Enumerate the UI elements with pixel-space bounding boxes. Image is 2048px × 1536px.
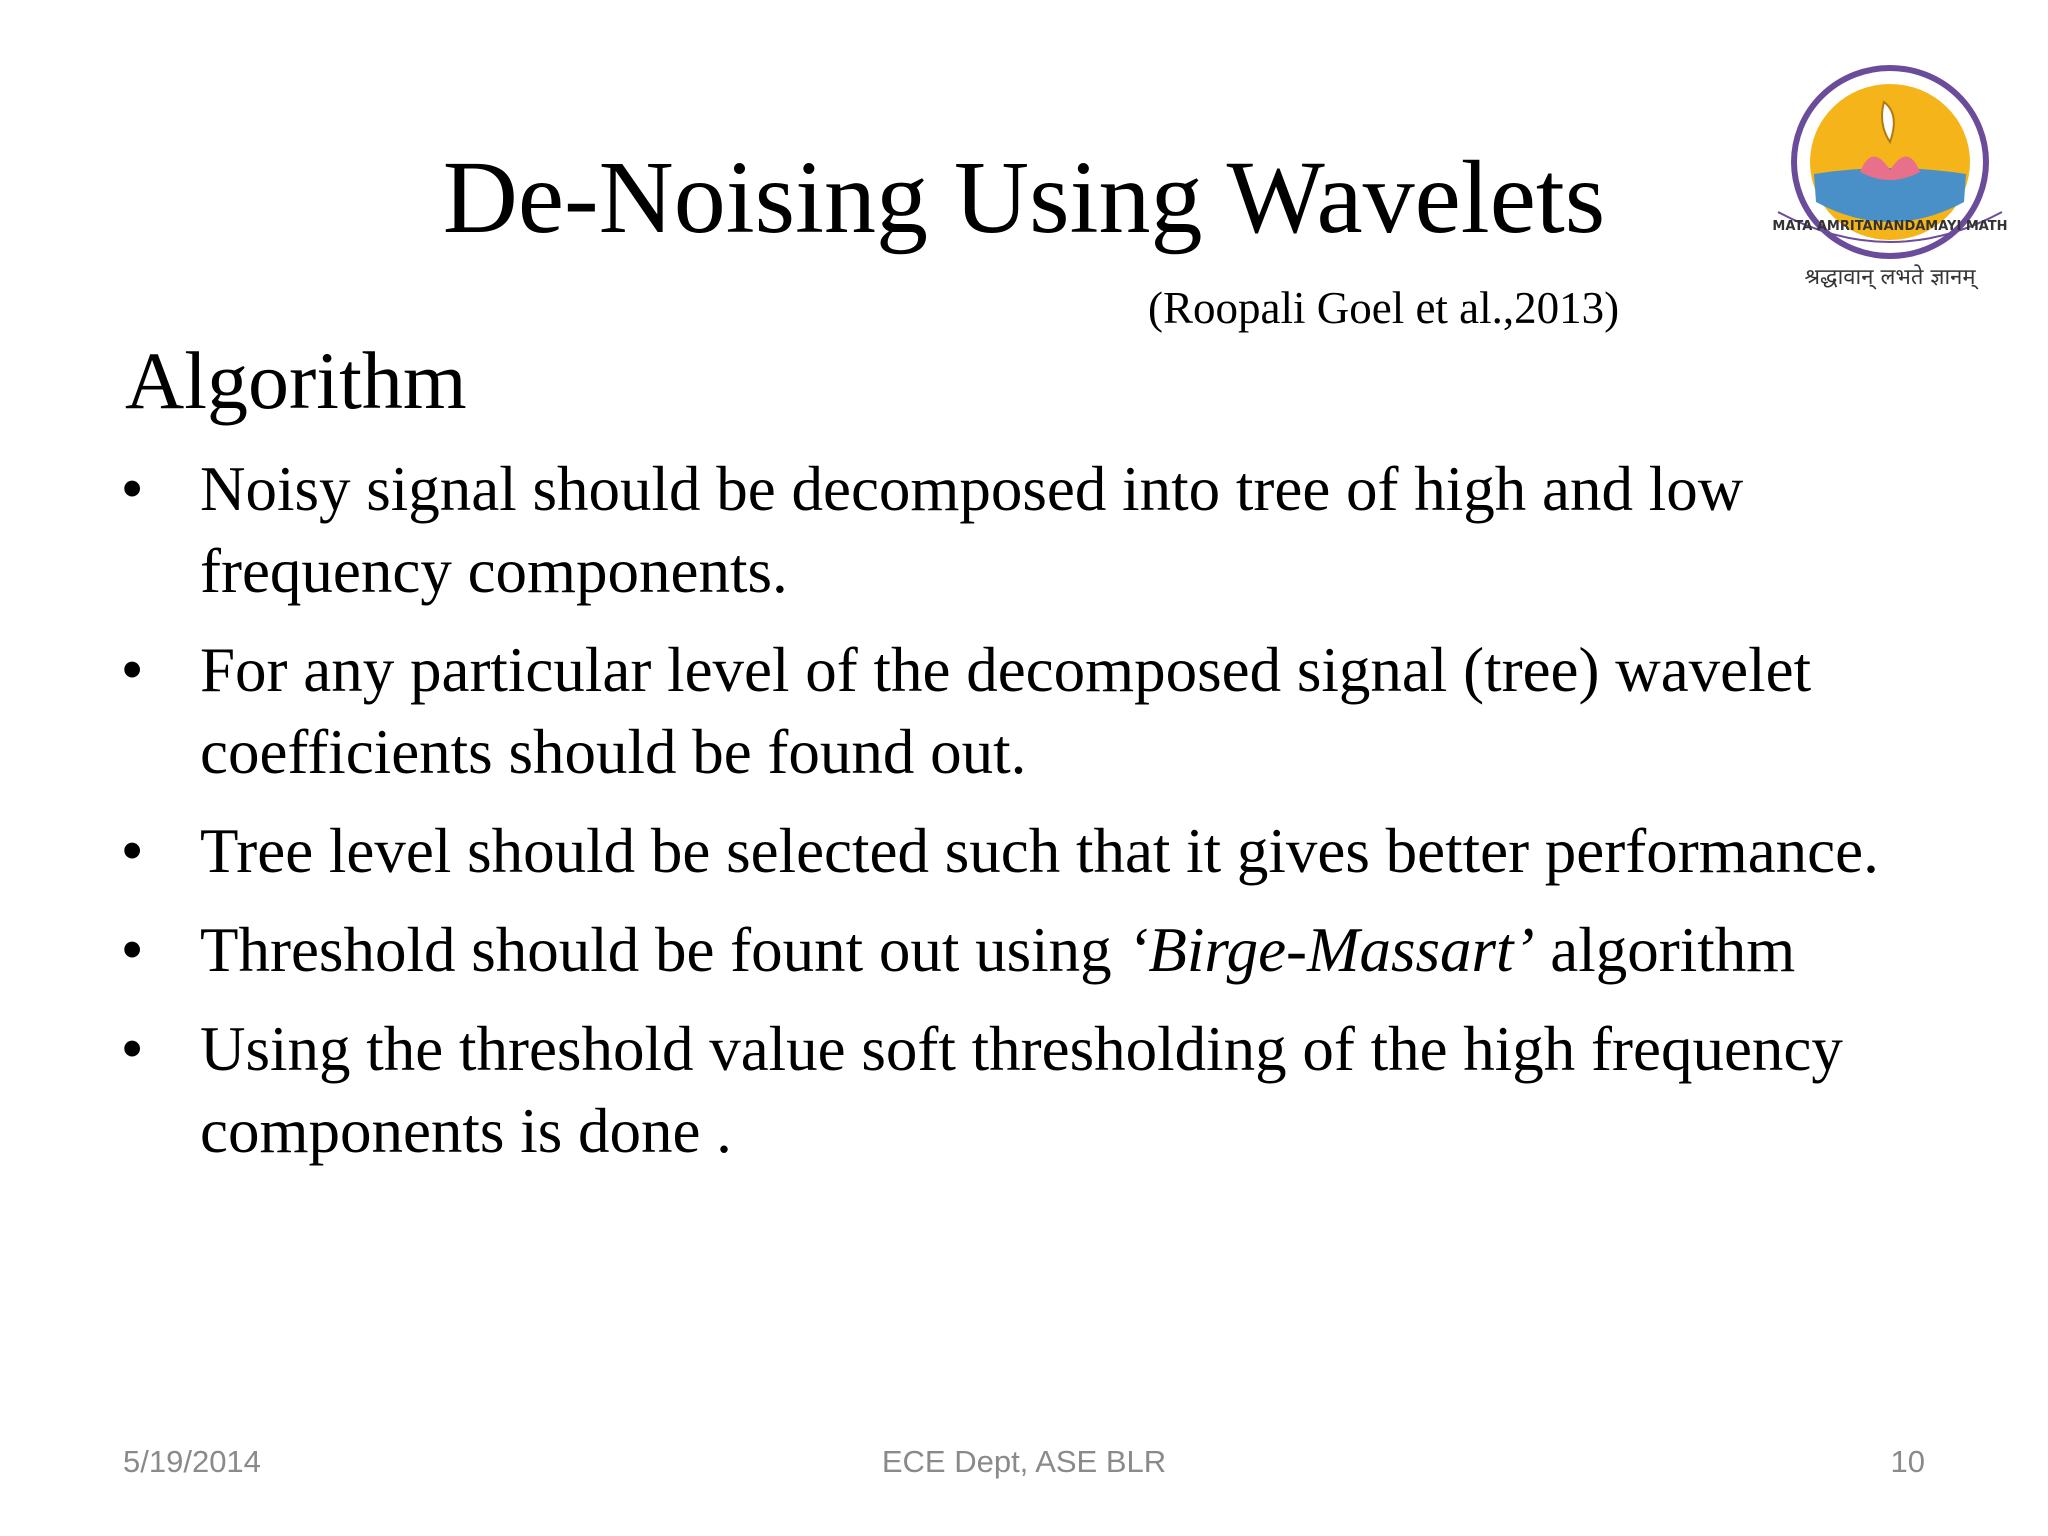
- bullet-dot-icon: •: [122, 456, 143, 521]
- bullet-item: [0, 629, 1900, 793]
- section-heading: Algorithm: [125, 335, 467, 426]
- bullet-text-after: algorithm: [1534, 915, 1796, 985]
- bullet-dot-icon: •: [122, 917, 143, 982]
- logo-top-text: MATA AMRITANANDAMAYI MATH: [1772, 219, 2008, 234]
- institution-logo: [1768, 62, 2012, 306]
- algorithm-name: ‘Birge-Massart’: [1127, 915, 1535, 985]
- bullet-text: For any particular level of the decomposed signal (tree) wavelet coefficients should be found out.: [200, 635, 1812, 787]
- bullet-dot-icon: •: [122, 637, 143, 702]
- bullet-text: [200, 909, 1900, 991]
- slide-title: De-Noising Using Wavelets: [442, 140, 1606, 255]
- bullet-item: [0, 810, 1900, 892]
- bullet-item: [0, 1008, 1900, 1172]
- footer-department: ECE Dept, ASE BLR: [881, 1444, 1167, 1479]
- bullet-text: Noisy signal should be decomposed into tree of high and low frequency components.: [200, 454, 1744, 606]
- logo-bottom-text: श्रद्धावान् लभते ज्ञानम्: [1804, 265, 1976, 290]
- footer-page-number: 10: [1890, 1444, 1925, 1479]
- bullet-dot-icon: •: [122, 1016, 143, 1081]
- bullet-list: [0, 448, 2048, 1189]
- bullet-text: Tree level should be selected such that it gives better performance.: [200, 816, 1879, 886]
- bullet-dot-icon: •: [122, 818, 143, 883]
- bullet-text-before: Threshold should be fount out using: [200, 915, 1128, 985]
- footer-date: 5/19/2014: [123, 1444, 261, 1479]
- bullet-item: [0, 448, 1900, 612]
- bullet-text: Using the threshold value soft thresholding of the high frequency components is done .: [200, 1014, 1843, 1166]
- bullet-item: [0, 909, 1900, 991]
- citation: (Roopali Goel et al.,2013): [1148, 283, 1620, 333]
